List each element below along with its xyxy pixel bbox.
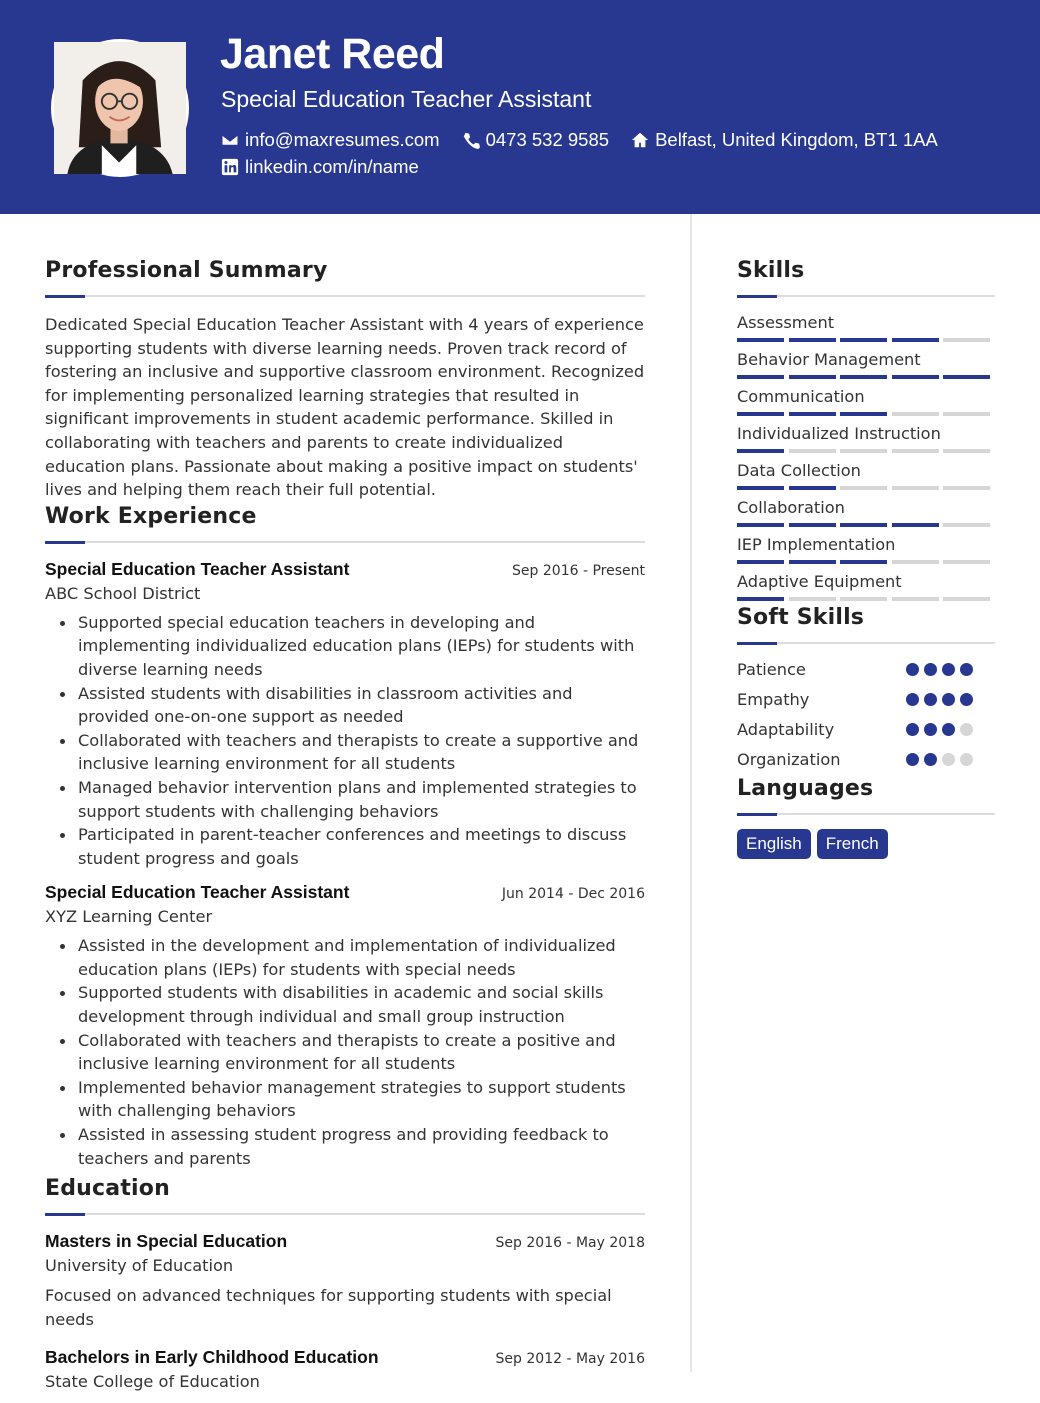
- rating-dot-filled: [942, 693, 955, 706]
- skill-name: Individualized Instruction: [737, 424, 941, 443]
- rating-dot-empty: [960, 753, 973, 766]
- soft-skill-name: Patience: [737, 659, 806, 679]
- rating-dot-filled: [924, 693, 937, 706]
- soft-skill-name: Organization: [737, 749, 841, 769]
- phone-icon: [462, 131, 480, 149]
- job-date: Jun 2014 - Dec 2016: [501, 886, 645, 903]
- skill-segment-filled: [840, 338, 887, 342]
- skill-segment-filled: [789, 375, 836, 379]
- rating-dot-empty: [960, 723, 973, 736]
- list-item: Implemented behavior management strategies to support students with challenging behaviors: [45, 1076, 645, 1123]
- education-date: Sep 2012 - May 2016: [495, 1351, 645, 1368]
- contact-email[interactable]: [221, 129, 440, 151]
- skill-segment-empty: [943, 412, 990, 416]
- skill-item: [737, 535, 995, 564]
- contact-linkedin[interactable]: [221, 156, 419, 178]
- job-bullets: [45, 934, 645, 1170]
- resume-header: [0, 0, 1040, 214]
- linkedin-text[interactable]: linkedin.com/in/name: [245, 156, 419, 177]
- skill-segment-filled: [789, 338, 836, 342]
- section-rule: [737, 813, 995, 815]
- skill-level-bar: [737, 523, 995, 527]
- soft-skill-rating: [901, 693, 973, 706]
- section-rule: [737, 295, 995, 297]
- section-rule: [45, 541, 645, 543]
- skill-item: [737, 424, 995, 453]
- school-name: University of Education: [45, 1256, 234, 1276]
- rating-dot-filled: [942, 663, 955, 676]
- column-divider: [690, 214, 692, 1372]
- skill-segment-filled: [737, 486, 784, 490]
- language-chip: English: [737, 829, 811, 859]
- skill-segment-filled: [840, 412, 887, 416]
- degree-title: Bachelors in Early Childhood Education: [45, 1347, 379, 1368]
- rating-dot-filled: [906, 753, 919, 766]
- rating-dot-filled: [924, 753, 937, 766]
- skill-item: [737, 572, 995, 601]
- skill-segment-filled: [840, 375, 887, 379]
- summary-section: [45, 258, 645, 502]
- section-heading: Work Experience: [45, 503, 257, 529]
- job-bullets: [45, 611, 645, 871]
- skill-name: Collaboration: [737, 498, 845, 517]
- list-item: Managed behavior intervention plans and implemented strategies to support students with challenging behaviors: [45, 776, 645, 823]
- skill-segment-empty: [789, 449, 836, 453]
- skill-segment-filled: [789, 486, 836, 490]
- main-column: [45, 258, 645, 1403]
- soft-skill-rating: [901, 753, 973, 766]
- skill-segment-empty: [943, 338, 990, 342]
- candidate-title: Special Education Teacher Assistant: [221, 86, 592, 112]
- list-item: Assisted students with disabilities in classroom activities and provided one-on-one support as needed: [45, 682, 645, 729]
- list-item: Supported special education teachers in developing and implementing individualized education plans (IEPs) for students with diverse learning needs: [45, 611, 645, 682]
- skill-name: Data Collection: [737, 461, 861, 480]
- skill-level-bar: [737, 412, 995, 416]
- soft-skill-name: Empathy: [737, 689, 810, 709]
- rating-dot-filled: [960, 693, 973, 706]
- languages-section: [737, 776, 995, 859]
- skill-segment-filled: [737, 412, 784, 416]
- rating-dot-filled: [906, 663, 919, 676]
- profile-photo: [51, 39, 189, 177]
- list-item: Assisted in assessing student progress and providing feedback to teachers and parents: [45, 1123, 645, 1170]
- home-icon: [631, 131, 649, 149]
- skill-item: [737, 387, 995, 416]
- soft-skills-list: [737, 654, 995, 774]
- languages-list: [737, 829, 995, 859]
- skill-name: Adaptive Equipment: [737, 572, 902, 591]
- contact-phone[interactable]: [462, 129, 609, 151]
- education-section: [45, 1176, 645, 1391]
- skill-segment-filled: [892, 523, 939, 527]
- list-item: Participated in parent-teacher conferences and meetings to discuss student progress and goals: [45, 823, 645, 870]
- envelope-icon: [221, 131, 239, 149]
- job-date: Sep 2016 - Present: [512, 562, 645, 579]
- soft-skill-name: Adaptability: [737, 719, 835, 739]
- phone-text[interactable]: 0473 532 9585: [485, 129, 610, 150]
- skill-segment-empty: [943, 597, 990, 601]
- experience-section: [45, 504, 645, 1170]
- linkedin-icon: [221, 158, 239, 176]
- soft-skills-section: [737, 605, 995, 774]
- skill-level-bar: [737, 560, 995, 564]
- rating-dot-empty: [942, 753, 955, 766]
- skill-segment-filled: [892, 375, 939, 379]
- section-rule: [45, 295, 645, 297]
- soft-skill-item: [737, 714, 995, 744]
- skill-segment-filled: [789, 412, 836, 416]
- skill-name: Behavior Management: [737, 350, 921, 369]
- skill-item: [737, 461, 995, 490]
- contact-row: [221, 129, 960, 151]
- contact-row: [221, 156, 441, 178]
- education-date: Sep 2016 - May 2018: [495, 1235, 645, 1252]
- skill-segment-filled: [840, 560, 887, 564]
- soft-skill-rating: [901, 663, 973, 676]
- skill-segment-empty: [840, 449, 887, 453]
- section-heading: Skills: [737, 258, 805, 283]
- skill-segment-filled: [737, 597, 784, 601]
- soft-skill-rating: [901, 723, 973, 736]
- language-chip: French: [817, 829, 888, 859]
- education-entry: [45, 1231, 645, 1331]
- skill-segment-filled: [943, 375, 990, 379]
- skill-segment-filled: [789, 560, 836, 564]
- section-heading: Soft Skills: [737, 605, 865, 630]
- skills-list: [737, 313, 995, 601]
- skill-segment-empty: [943, 486, 990, 490]
- skill-segment-empty: [943, 560, 990, 564]
- skill-segment-filled: [840, 523, 887, 527]
- soft-skill-item: [737, 654, 995, 684]
- skill-segment-filled: [737, 449, 784, 453]
- contact-location: [631, 129, 938, 151]
- job-entry: [45, 559, 645, 871]
- list-item: Assisted in the development and implementation of individualized education plans (IEPs) for students with special needs: [45, 934, 645, 981]
- list-item: Collaborated with teachers and therapists to create a supportive and inclusive learning environment for all students: [45, 729, 645, 776]
- skill-level-bar: [737, 338, 995, 342]
- skill-segment-empty: [892, 560, 939, 564]
- skill-segment-empty: [840, 486, 887, 490]
- soft-skill-item: [737, 684, 995, 714]
- skill-name: Assessment: [737, 313, 835, 332]
- list-item: Collaborated with teachers and therapists to create a positive and inclusive learning environment for all students: [45, 1029, 645, 1076]
- school-name: State College of Education: [45, 1372, 260, 1392]
- rating-dot-filled: [960, 663, 973, 676]
- skill-level-bar: [737, 449, 995, 453]
- email-text[interactable]: info@maxresumes.com: [245, 129, 440, 150]
- section-rule: [737, 642, 995, 644]
- education-entry: [45, 1347, 645, 1391]
- candidate-name: Janet Reed: [220, 30, 445, 78]
- skill-name: Communication: [737, 387, 865, 406]
- job-title: Special Education Teacher Assistant: [45, 882, 350, 903]
- skill-segment-filled: [737, 523, 784, 527]
- skill-item: [737, 350, 995, 379]
- section-heading: Professional Summary: [45, 258, 328, 283]
- rating-dot-filled: [942, 723, 955, 736]
- skill-segment-empty: [892, 449, 939, 453]
- rating-dot-filled: [924, 663, 937, 676]
- section-heading: Languages: [737, 776, 874, 801]
- location-text: Belfast, United Kingdom, BT1 1AA: [655, 129, 938, 150]
- soft-skill-item: [737, 744, 995, 774]
- skill-segment-empty: [892, 412, 939, 416]
- job-organization: ABC School District: [45, 583, 201, 603]
- list-item: Supported students with disabilities in academic and social skills development through individual and small group instruction: [45, 981, 645, 1028]
- skill-segment-filled: [892, 338, 939, 342]
- section-rule: [45, 1213, 645, 1215]
- rating-dot-filled: [924, 723, 937, 736]
- skill-segment-empty: [892, 486, 939, 490]
- job-title: Special Education Teacher Assistant: [45, 558, 350, 579]
- summary-text: Dedicated Special Education Teacher Assistant with 4 years of experience supporting students with diverse learning needs. Proven track record of fostering an inclusive and supportive classroom environment. Recognized for implementing personalized learning strategies that resulted in significant improvements in student academic performance. Skilled in collaborating with teachers and parents to create individualized education plans. Passionate about making a positive impact on students' lives and helping them reach their full potential.: [45, 315, 645, 500]
- skill-segment-filled: [737, 375, 784, 379]
- skill-segment-filled: [789, 523, 836, 527]
- skill-item: [737, 313, 995, 342]
- skill-name: IEP Implementation: [737, 535, 896, 554]
- degree-title: Masters in Special Education: [45, 1231, 288, 1252]
- job-entry: [45, 882, 645, 1170]
- skill-segment-empty: [892, 597, 939, 601]
- skill-level-bar: [737, 375, 995, 379]
- rating-dot-filled: [906, 723, 919, 736]
- side-column: [737, 258, 995, 859]
- skill-segment-empty: [943, 523, 990, 527]
- skill-segment-filled: [737, 338, 784, 342]
- skill-item: [737, 498, 995, 527]
- person-photo-icon: [54, 42, 186, 174]
- section-heading: Education: [45, 1176, 170, 1202]
- job-organization: XYZ Learning Center: [45, 907, 213, 927]
- skills-section: [737, 258, 995, 601]
- skill-segment-empty: [840, 597, 887, 601]
- skill-level-bar: [737, 486, 995, 490]
- skill-segment-filled: [737, 560, 784, 564]
- skill-segment-empty: [943, 449, 990, 453]
- skill-level-bar: [737, 597, 995, 601]
- education-description: Focused on advanced techniques for supporting students with special needs: [45, 1286, 612, 1329]
- skill-segment-empty: [789, 597, 836, 601]
- rating-dot-filled: [906, 693, 919, 706]
